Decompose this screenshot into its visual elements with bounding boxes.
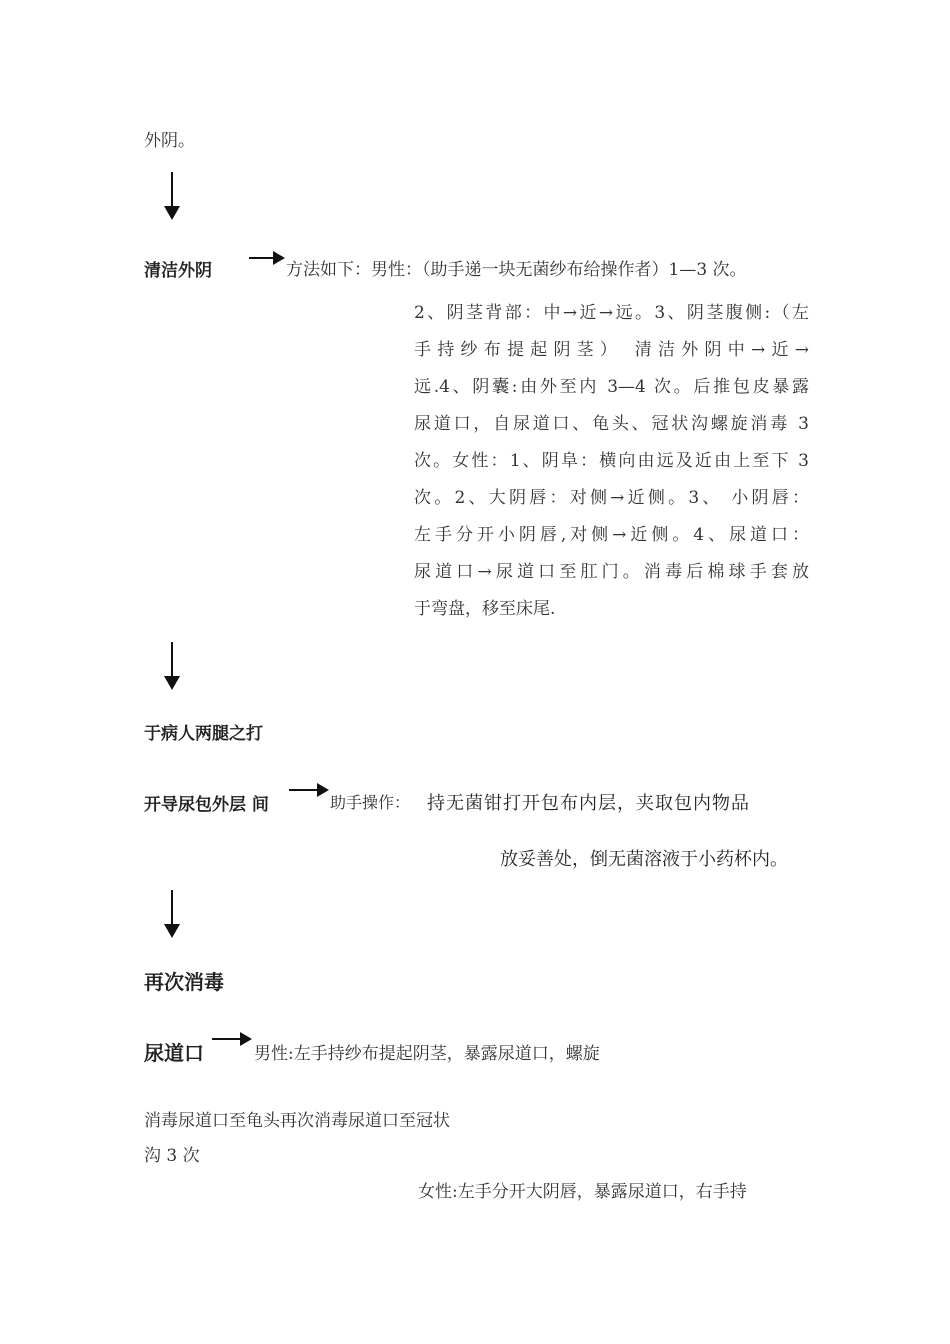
step3-male-line3: 沟 3 次 xyxy=(144,1146,200,1166)
step2-label-line1: 于病人两腿之打 xyxy=(144,724,263,744)
down-arrow-icon xyxy=(164,172,180,222)
step1-paragraph-line: 尿道口，自尿道口、龟头、冠状沟螺旋消毒 3 xyxy=(414,414,809,434)
step1-paragraph-line: 于弯盘，移至床尾. xyxy=(414,599,556,619)
step3-label: 尿道口 xyxy=(144,1041,204,1065)
step1-paragraph-line: 尿道口→尿道口至肛门。消毒后棉球手套放 xyxy=(414,562,809,582)
step3-heading: 再次消毒 xyxy=(144,970,224,994)
down-arrow-icon xyxy=(164,890,180,940)
step1-paragraph-line: 2、阴茎背部：中→近→远。3、阴茎腹侧:（左 xyxy=(414,303,809,323)
top-text: 外阴。 xyxy=(144,131,195,151)
step1-paragraph-line: 次。2、大阴唇：对侧→近侧。3、 小阴唇： xyxy=(414,488,809,508)
right-arrow-icon xyxy=(289,783,329,797)
down-arrow-icon xyxy=(164,642,180,692)
step2-desc-line2: 放妥善处，倒无菌溶液于小药杯内。 xyxy=(500,849,788,870)
step3-female-desc: 女性:左手分开大阴唇，暴露尿道口，右手持 xyxy=(418,1182,747,1202)
step1-paragraph-line: 手持纱布提起阴茎） 清洁外阴中→近→ xyxy=(414,340,809,360)
right-arrow-icon xyxy=(249,251,285,265)
step2-desc-main: 持无菌钳打开包布内层，夹取包内物品 xyxy=(427,793,750,814)
right-arrow-icon xyxy=(212,1032,252,1046)
step3-male-line2: 消毒尿道口至龟头再次消毒尿道口至冠状 xyxy=(144,1111,450,1131)
step1-paragraph-line: 次。女性：1、阴阜：横向由远及近由上至下 3 xyxy=(414,451,809,471)
step3-male-desc: 男性:左手持纱布提起阴茎，暴露尿道口，螺旋 xyxy=(254,1044,600,1064)
step2-desc-prefix: 助手操作： xyxy=(330,793,411,812)
step1-paragraph-line: 远.4、阴囊:由外至内 3—4 次。后推包皮暴露 xyxy=(414,377,809,397)
step1-paragraph-line: 左手分开小阴唇,对侧→近侧。4、尿道口： xyxy=(414,525,809,545)
step1-label: 清洁外阴 xyxy=(144,261,212,281)
step1-description: 方法如下：男性：（助手递一块无菌纱布给操作者）1—3 次。 xyxy=(286,260,747,280)
step2-label-line2: 开导尿包外层 间 xyxy=(144,795,269,815)
